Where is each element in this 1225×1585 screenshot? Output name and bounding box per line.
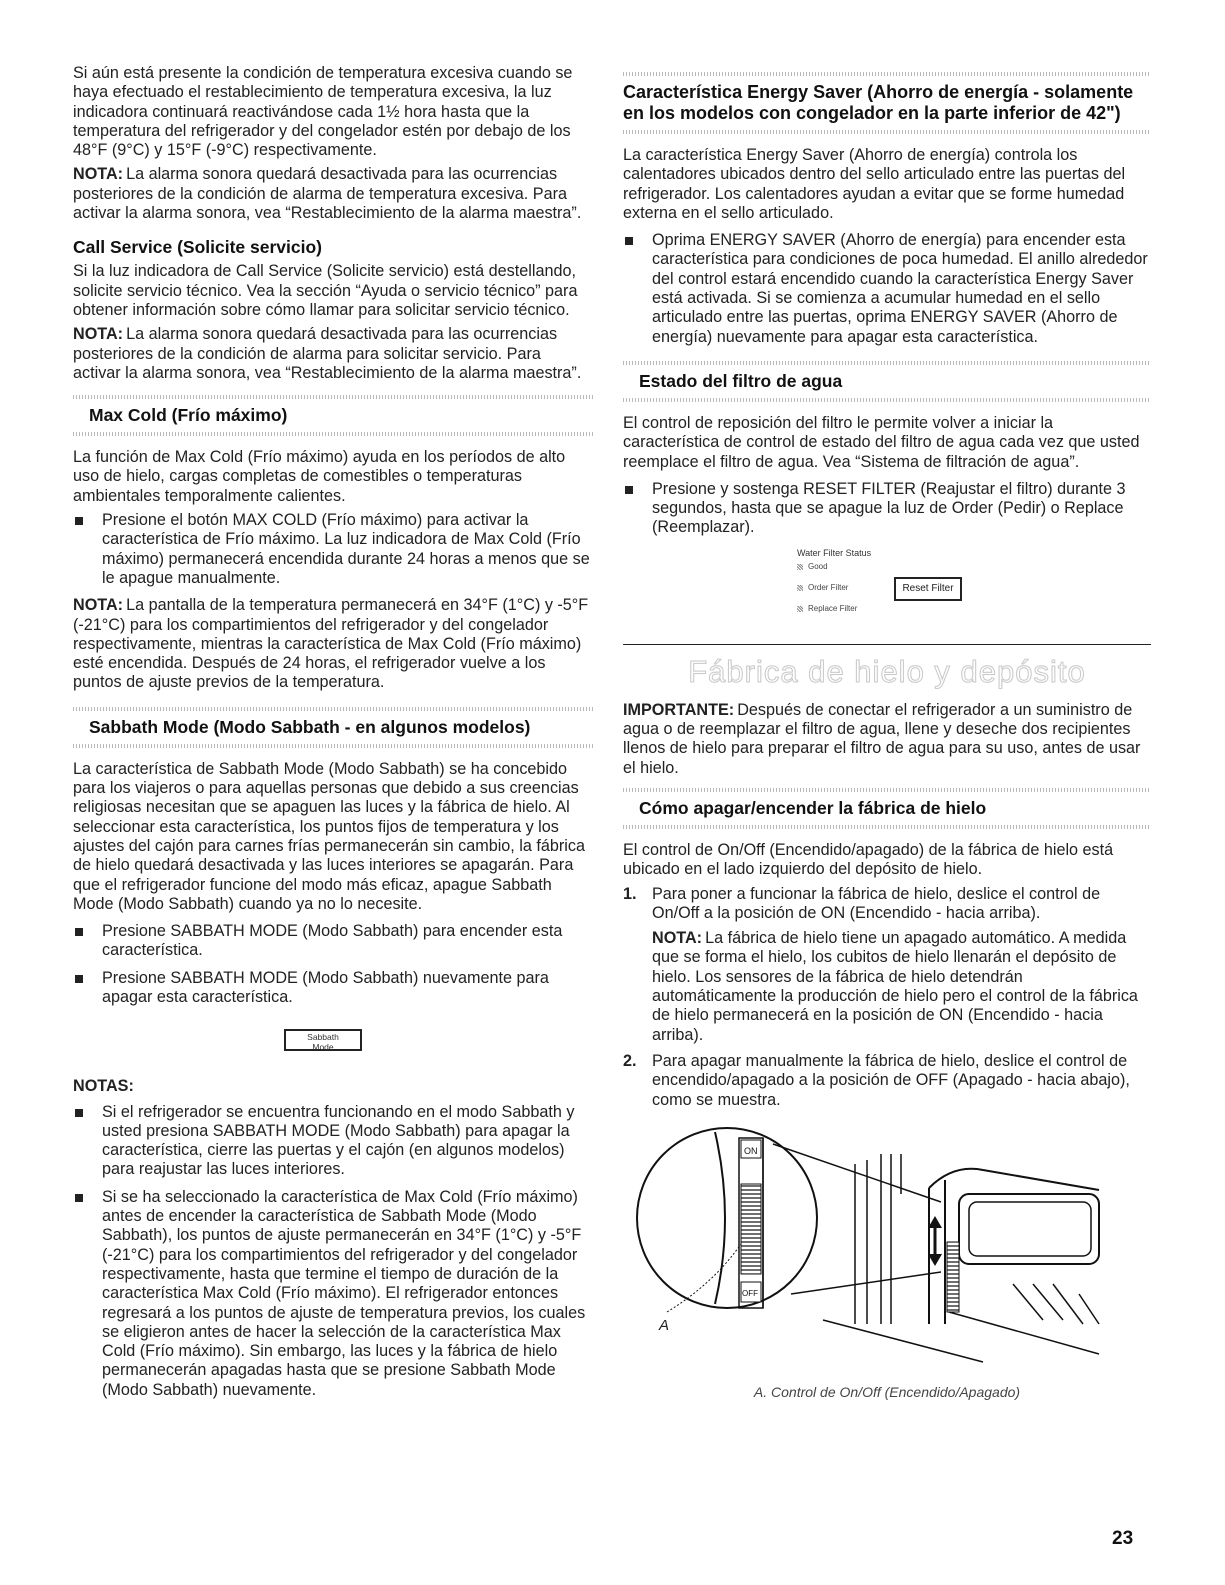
switch-off-label: OFF: [742, 1288, 758, 1298]
bullet-square-icon: [75, 517, 83, 525]
list-item-text: Presione el botón MAX COLD (Frío máximo) para activar la característica de Frío máximo. La luz indicadora de Max Cold (Frío máximo) permanecerá encendida durante 24 horas a menos que se le apague manualmente.: [102, 511, 590, 587]
band-rule: [73, 432, 593, 436]
list-item: [73, 511, 593, 588]
switch-on-label: ON: [744, 1145, 758, 1156]
filter-heading-band: [623, 361, 1151, 402]
list-item: [73, 1103, 593, 1180]
bullet-square-icon: [625, 237, 633, 245]
list-item-text: Oprima ENERGY SAVER (Ahorro de energía) para encender esta característica para condiciones de poca humedad. El anillo alrededor del control estará encendido cuando la característica Energy Saver está activada. Si se comienza a acumular humedad en el sello articulado entre las puertas, oprima ENERGY SAVER (Ahorro de energía) nuevamente para apagar esta característica.: [652, 231, 1148, 346]
note-label: NOTA:: [652, 929, 703, 948]
band-rule: [623, 130, 1151, 134]
list-item: [73, 922, 593, 961]
max-cold-heading-band: [73, 395, 593, 436]
band-rule: [623, 398, 1151, 402]
filter-status-replace-label: Replace Filter: [808, 603, 858, 613]
note-label: NOTA:: [73, 165, 124, 184]
band-rule: [623, 361, 1151, 365]
important-label: IMPORTANTE:: [623, 700, 735, 719]
shelf-hatch: [1013, 1284, 1099, 1324]
water-filter-status-panel: [623, 548, 1151, 630]
icemaker-control-illustration: [623, 1124, 1151, 1384]
bullet-square-icon: [75, 1109, 83, 1117]
filter-status-paragraph: El control de reposición del filtro le permite volver a iniciar la característica de control de estado del filtro de agua cada vez que usted reemplace el filtro de agua. Vea “Sistema de filtración de agua”.: [623, 413, 1140, 471]
shelf-line: [823, 1320, 983, 1362]
step-number: 2.: [623, 1051, 637, 1070]
step-text: Para apagar manualmente la fábrica de hielo, deslice el control de encendido/apagado a la posición de OFF (Apagado - hacia abajo), como se muestra.: [652, 1051, 1130, 1109]
filter-bullets: [623, 480, 1151, 538]
list-item-text: Presione SABBATH MODE (Modo Sabbath) para encender esta característica.: [102, 922, 563, 960]
band-rule: [73, 707, 593, 711]
control-slider-detail: [947, 1242, 959, 1312]
reset-filter-button[interactable]: Reset Filter: [894, 577, 962, 601]
indicator-light-icon: [797, 564, 803, 570]
right-column: [623, 64, 1151, 1400]
switch-slider-icon[interactable]: [741, 1184, 761, 1274]
arrow-down-head: [928, 1254, 942, 1266]
note-text: La alarma sonora quedará desactivada para las ocurrencias posteriores de la condición de alarma de temperatura excesiva. Para activar la alarma sonora, vea “Restablecimiento de la alarma maestra”.: [73, 165, 582, 223]
filter-status-order: [797, 583, 848, 592]
icemaker-section-title: Fábrica de hielo y depósito: [688, 653, 1086, 689]
band-rule: [73, 744, 593, 748]
list-item-text: Si se ha seleccionado la característica de Max Cold (Frío máximo) antes de encender la característica de Sabbath Mode (Modo Sabbath), los puntos de ajuste permanecerán en 34°F (1°C) y -5°F (-21°C) para los compartimientos del refrigerador y del congelador respectivamente, hasta que termine el tiempo de duración de la característica Max Cold (Frío máximo). El refrigerador entonces regresará a los puntos de ajuste de temperatura previos, los cuales se eligieron antes de hacer la selección de la característica Max Cold (Frío máximo). Sin embargo, las luces y la fábrica de hielo permanecerán apagadas hasta que se presione Sabbath Mode (Modo Sabbath) nuevamente.: [102, 1187, 586, 1399]
notes-heading: NOTAS:: [73, 1077, 134, 1096]
bullet-square-icon: [75, 928, 83, 936]
note-label: NOTA:: [73, 596, 124, 615]
note-paragraph: [73, 596, 593, 692]
band-rule: [73, 395, 593, 399]
intro-paragraph: Si aún está presente la condición de temperatura excesiva cuando se haya efectuado el restablecimiento de temperatura excesiva, la luz indicadora continuará reactivándose cada 1½ hora hasta que la temperatura del refrigerador y del congelador estén por debajo de los 48°F (9°C) y 15°F (-9°C) respectivamente.: [73, 64, 573, 160]
note-label: NOTA:: [73, 325, 124, 344]
energy-saver-bullets: [623, 231, 1151, 347]
list-item: [73, 969, 593, 1008]
list-item: [623, 231, 1151, 347]
call-service-paragraph: Si la luz indicadora de Call Service (Solicite servicio) está destellando, solicite servicio técnico. Vea la sección “Ayuda o servicio técnico” para obtener información sobre cómo llamar para solicitar servicio técnico.: [73, 262, 578, 319]
call-service-heading: Call Service (Solicite servicio): [73, 237, 323, 258]
section-divider: [623, 644, 1151, 645]
icemaker-onoff-heading: Cómo apagar/encender la fábrica de hielo: [639, 797, 987, 818]
band-rule: [623, 788, 1151, 792]
max-cold-bullets: [73, 511, 593, 588]
page-number: 23: [1112, 1528, 1134, 1549]
sabbath-bullets: [73, 922, 593, 1007]
filter-status-good-label: Good: [808, 561, 828, 571]
step-item: [623, 1052, 1151, 1110]
energy-heading-band: [623, 72, 1151, 134]
sabbath-paragraph: La característica de Sabbath Mode (Modo Sabbath) se ha concebido para los viajeros o para aquellas personas que debido a sus creencias religiosas necesitan que se apaguen las luces y la fábrica de hielo. Al seleccionar esta característica, los puntos fijos de temperatura y los ajustes del cajón para carnes frías permanecerán sin cambio, la fábrica de hielo quedará desactivada y las luces interiores se apagarán. Para que el refrigerador funcione del modo más eficaz, apague Sabbath Mode (Modo Sabbath) cuando ya no lo necesite.: [73, 759, 585, 913]
bullet-square-icon: [625, 486, 633, 494]
sabbath-button-line1: Sabbath: [307, 1032, 339, 1043]
note-text: La fábrica de hielo tiene un apagado automático. A medida que se forma el hielo, los cubitos de hielo llenarán el depósito de hielo. Los sensores de la fábrica de hielo detendrán automáticamente la producción de hielo pero el control de la fábrica de hielo permanecerá en la posición de ON (Encendido - hacia arriba).: [652, 929, 1138, 1044]
important-paragraph: [623, 701, 1151, 778]
list-item: [623, 480, 1151, 538]
callout-label-a: A: [659, 1316, 670, 1334]
filter-status-replace: [797, 604, 857, 613]
sabbath-heading-band: [73, 707, 593, 748]
icemaker-diagram: [623, 1124, 1151, 1374]
onoff-heading-band: [623, 788, 1151, 829]
list-item-text: Si el refrigerador se encuentra funcionando en el modo Sabbath y usted presiona SABBATH MODE (Modo Sabbath) para apagar la característica, cierre las puertas y el cajón (en algunos modelos) para reajustar las luces interiores.: [102, 1102, 575, 1179]
ice-bin: [959, 1194, 1099, 1264]
illustration-caption: A. Control de On/Off (Encendido/Apagado): [753, 1383, 1021, 1400]
filter-status-order-label: Order Filter: [808, 582, 849, 592]
bullet-square-icon: [75, 975, 83, 983]
step-item: [623, 885, 1151, 1045]
energy-saver-heading: Característica Energy Saver (Ahorro de energía - solamente en los modelos con congelador en la parte inferior de 42"): [623, 82, 1134, 123]
filter-status-good: [797, 562, 828, 571]
band-rule: [623, 72, 1151, 76]
bullet-square-icon: [75, 1194, 83, 1202]
note-paragraph: [73, 325, 593, 383]
indicator-light-icon: [797, 585, 803, 591]
notes-bullets: [73, 1103, 593, 1400]
important-text: Después de conectar el refrigerador a un suministro de agua o de reemplazar el filtro de agua, llene y deseche dos recipientes llenos de hielo para preparar el filtro de agua para su uso, antes de usar el hielo.: [623, 700, 1141, 777]
step-number: 1.: [623, 884, 637, 903]
list-item-text: Presione y sostenga RESET FILTER (Reajustar el filtro) durante 3 segundos, hasta que se apague la luz de Order (Pedir) o Replace (Reemplazar).: [652, 479, 1126, 537]
shelf-line: [949, 1312, 1099, 1354]
bin-top-edge: [929, 1169, 1099, 1190]
note-text: La pantalla de la temperatura permanecerá en 34°F (1°C) y -5°F (-21°C) para los compartimientos del refrigerador y del congelador respectivamente, mientras la característica de Max Cold (Frío máximo) esté encendida. Después de 24 horas, el refrigerador vuelve a los puntos de ajuste previos de la temperatura.: [73, 596, 589, 692]
sabbath-button-line2: Mode: [312, 1042, 334, 1053]
max-cold-paragraph: La función de Max Cold (Frío máximo) ayuda en los períodos de alto uso de hielo, cargas completas de comestibles o temperaturas ambientales temporalmente calientes.: [73, 448, 566, 505]
energy-saver-paragraph: La característica Energy Saver (Ahorro de energía) controla los calentadores ubicados dentro del sello articulado entre las puertas del refrigerador. Los calentadores ayudan a evitar que se forme humedad externa en el sello articulado.: [623, 146, 1126, 222]
icemaker-steps: [623, 885, 1151, 1110]
list-item-text: Presione SABBATH MODE (Modo Sabbath) nuevamente para apagar esta característica.: [102, 968, 549, 1006]
max-cold-heading: Max Cold (Frío máximo): [89, 405, 288, 426]
note-paragraph: [652, 929, 1151, 1045]
sabbath-heading: Sabbath Mode (Modo Sabbath - en algunos modelos): [89, 716, 531, 737]
band-rule: [623, 825, 1151, 829]
magnifier-leader-bottom: [791, 1272, 941, 1294]
note-text: La alarma sonora quedará desactivada para las ocurrencias posteriores de la condición de alarma para solicitar servicio. Para activar la alarma sonora, vea “Restablecimiento de la alarma maestra”.: [73, 325, 582, 382]
magnifier-circle: [637, 1128, 817, 1308]
filter-status-heading: Estado del filtro de agua: [639, 370, 843, 391]
sabbath-mode-button[interactable]: [284, 1029, 362, 1051]
step-text: Para poner a funcionar la fábrica de hielo, deslice el control de On/Off a la posición de ON (Encendido - hacia arriba).: [652, 884, 1101, 922]
filter-panel-title: Water Filter Status: [797, 547, 872, 558]
indicator-light-icon: [797, 606, 803, 612]
icemaker-onoff-paragraph: El control de On/Off (Encendido/apagado) de la fábrica de hielo está ubicado en el lado izquierdo del depósito de hielo.: [623, 840, 1114, 879]
sabbath-button-figure: [73, 1015, 593, 1069]
note-paragraph: [73, 165, 593, 223]
arrow-up-head: [928, 1216, 942, 1228]
left-column: [73, 64, 593, 1408]
list-item: [73, 1188, 593, 1400]
